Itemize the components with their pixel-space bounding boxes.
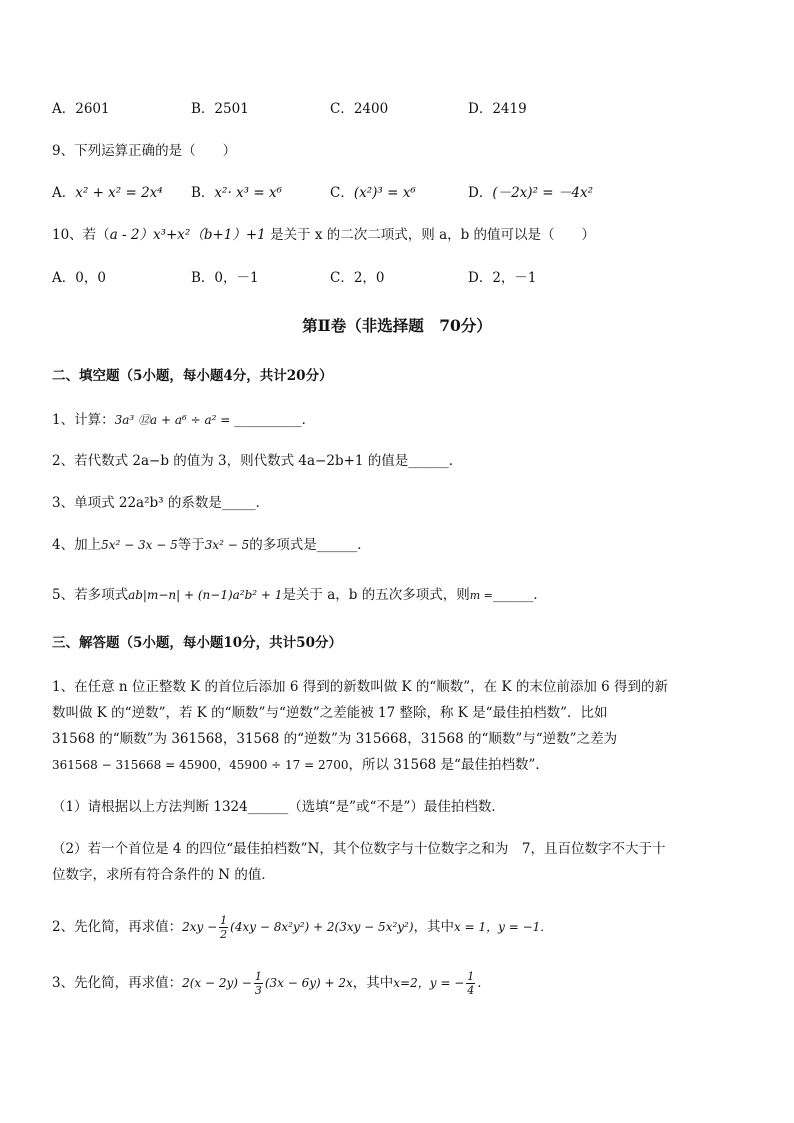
fill-q1-label: 1、计算：: [52, 412, 115, 428]
solve-q2-label: 2、先化简，再求值：: [52, 919, 183, 935]
q9-option-b-label: B．: [191, 185, 215, 201]
fill-section-heading: 二、填空题（5小题，每小题4分，共计20分）: [52, 368, 333, 384]
fill-q1: [52, 410, 315, 430]
solve-q2-values: x = 1，y = −1．: [454, 920, 553, 934]
solve-q3-end: ．: [477, 975, 491, 991]
q8-option-d: D．2419: [468, 101, 527, 117]
fill-q4-math1: 5x² − 3x − 5: [101, 538, 178, 552]
solve-q3-fraction-num: 1: [254, 970, 262, 983]
q10-option-b: B．0，－1: [191, 270, 259, 286]
q10-stem-prefix: 10、若（: [52, 227, 110, 243]
solve-q2-math-b: (4xy − 8x²y²) + 2(3xy − 5x²y²): [230, 920, 414, 934]
q9-option-b-math: x²· x³ = x⁶: [214, 185, 282, 201]
solve-q1-sub1: （1）请根据以上方法判断 1324______（选填“是”或“不是”）最佳拍档数．: [52, 799, 505, 815]
q9-option-a-math: x² + x² = 2x⁴: [75, 185, 163, 201]
solve-q3-values: x=2，y = −: [393, 976, 465, 990]
solve-q2-math-a: 2xy −: [182, 920, 218, 934]
solve-q2-fraction: [219, 914, 228, 941]
fill-q3: 3、单项式 22a²b³ 的系数是_____．: [52, 495, 270, 511]
q9-option-c-math: (x²)³ = x⁶: [353, 185, 416, 201]
q9-option-c-label: C．: [330, 185, 354, 201]
solve-q3-fraction2-den: 4: [467, 984, 475, 997]
solve-section-heading: 三、解答题（5小题，每小题10分，共计50分）: [52, 635, 342, 651]
q8-option-c: C．2400: [330, 101, 389, 117]
q9-option-d-math: (－2x)² = －4x²: [492, 185, 593, 201]
solve-q1-line4-text: ，所以 31568 是“最佳拍档数”．: [348, 757, 549, 773]
solve-q1-line4-math: 361568 − 315668 = 45900，45900 ÷ 17 = 2700: [52, 758, 349, 772]
solve-q2-fraction-num: 1: [220, 914, 228, 927]
solve-q1-line1: 1、在任意 n 位正整数 K 的首位后添加 6 得到的新数叫做 K 的“顺数”，在 K 的末位前添加 6 得到的新: [52, 679, 669, 695]
fill-q2: 2、若代数式 2a−b 的值为 3，则代数式 4a−2b+1 的值是______．: [52, 453, 463, 469]
q10-option-c: C．2，0: [330, 270, 385, 286]
solve-q3-fraction: [254, 970, 263, 997]
solve-q3-fraction2: [466, 970, 475, 997]
fill-q5-math: ab|m−n| + (n−1)a²b² + 1: [128, 588, 283, 602]
q9-option-c: [330, 183, 416, 203]
fill-q4-math2: 3x² − 5: [204, 538, 250, 552]
fill-q5-label: 5、若多项式: [52, 587, 129, 603]
q9-stem: 9、下列运算正确的是（ ）: [52, 143, 237, 159]
solve-q3-fraction2-num: 1: [467, 970, 475, 983]
q8-option-a: A．2601: [52, 101, 110, 117]
q10-stem-suffix: 是关于 x 的二次二项式，则 a，b 的值可以是（ ）: [270, 227, 596, 243]
solve-q3-label: 3、先化简，再求值：: [52, 975, 183, 991]
q9-option-a-label: A．: [52, 185, 76, 201]
solve-q2: [52, 914, 552, 941]
part2-title: 第Ⅱ卷（非选择题 70分）: [302, 316, 492, 335]
q8-option-b: B．2501: [191, 101, 249, 117]
fill-q5-mid: 是关于 a，b 的五次多项式，则: [282, 587, 470, 603]
fill-q1-blank: __________．: [234, 412, 316, 428]
fill-q4-end: 的多项式是______．: [249, 537, 371, 553]
q9-option-d-label: D．: [468, 185, 493, 201]
solve-q1-sub2-line1: （2）若一个首位是 4 的四位“最佳拍档数”N，其个位数字与十位数字之和为 7，且百位数字不大于十: [52, 841, 666, 857]
q10-stem: [52, 225, 595, 245]
solve-q2-cond: ，其中: [413, 919, 455, 935]
q9-option-a: [52, 183, 163, 203]
fill-q5: [52, 585, 547, 606]
solve-q1-line4: [52, 755, 549, 775]
fill-q1-math: 3a³ ⑫a + a⁶ ÷ a² =: [114, 413, 235, 427]
solve-q3-math-b: (3x − 6y) + 2x: [264, 976, 353, 990]
fill-q4-mid: 等于: [177, 537, 205, 553]
q9-option-b: [191, 183, 282, 203]
q9-option-d: [468, 183, 593, 203]
fill-q4-label: 4、加上: [52, 537, 102, 553]
fill-q5-end: ______．: [492, 587, 547, 603]
fill-q5-var: m =: [469, 589, 493, 602]
q10-option-d: D．2，－1: [468, 270, 537, 286]
solve-q3-math-a: 2(x − 2y) −: [182, 976, 252, 990]
fill-q4: [52, 535, 371, 555]
solve-q3-fraction-den: 3: [254, 984, 262, 997]
q10-stem-math: a - 2）x³+x²（b+1）+1: [109, 227, 266, 243]
solve-q2-fraction-den: 2: [220, 928, 228, 941]
solve-q1-line2: 数叫做 K 的“逆数”，若 K 的“顺数”与“逆数”之差能被 17 整除，称 K 是“最佳拍档数”．比如: [52, 705, 608, 721]
solve-q3-cond: ，其中: [352, 975, 394, 991]
solve-q1-line3: 31568 的“顺数”为 361568，31568 的“逆数”为 315668，31568 的“顺数”与“逆数”之差为: [52, 731, 618, 747]
q10-option-a: A．0，0: [52, 270, 106, 286]
solve-q1-sub2-line2: 位数字，求所有符合条件的 N 的值．: [52, 867, 275, 883]
solve-q3: [52, 970, 491, 997]
